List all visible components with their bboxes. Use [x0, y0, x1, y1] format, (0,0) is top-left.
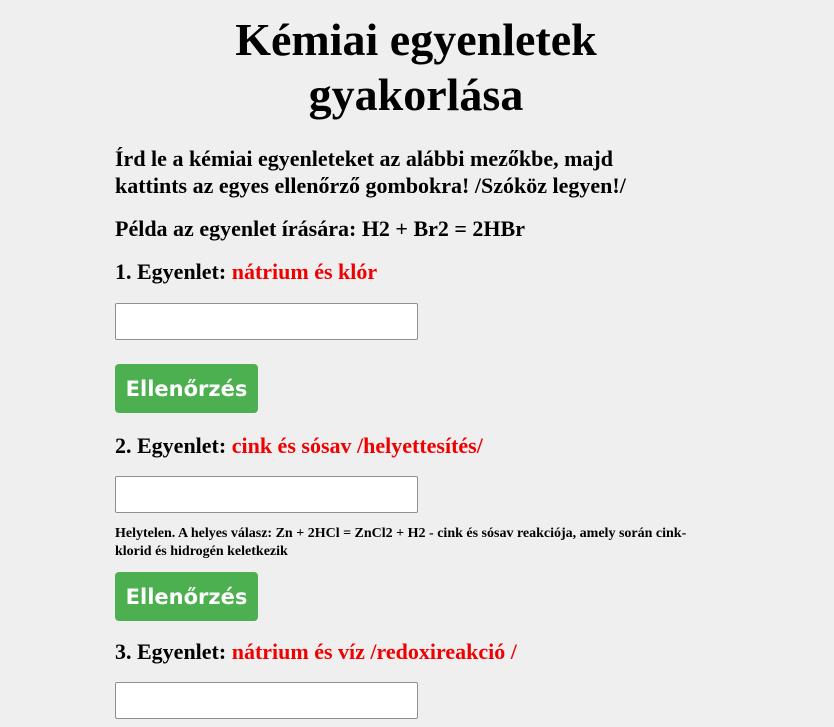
equation-1-topic: nátrium és klór: [231, 259, 378, 284]
page-title-line-1: Kémiai egyenletek: [235, 14, 597, 65]
equation-2-feedback: Helytelen. A helyes válasz: Zn + 2HCl = ZnCl2 + H2 - cink és sósav reakciója, amely során cink-klorid és hidrogén keletkezik: [115, 526, 687, 559]
equation-3-number: 3. Egyenlet:: [115, 639, 227, 664]
equation-1-check-button[interactable]: Ellenőrzés: [115, 364, 258, 413]
instruction-text: Írd le a kémiai egyenleteket az alábbi mezőkbe, majd kattints az egyes ellenőrző gombokra! /Szóköz legyen!/: [115, 146, 626, 198]
equation-3-topic: nátrium és víz /redoxireakció /: [231, 639, 517, 664]
equation-3: [115, 638, 715, 719]
equation-1-input[interactable]: [115, 303, 418, 340]
equation-2-label: [115, 432, 715, 459]
equation-1-label: [115, 258, 715, 285]
equation-2-check-button[interactable]: Ellenőrzés: [115, 572, 258, 621]
equation-1-number: 1. Egyenlet:: [115, 259, 227, 284]
example-text: Példa az egyenlet írására: H2 + Br2 = 2HBr: [115, 216, 525, 241]
equation-3-input[interactable]: [115, 682, 418, 719]
main-content: [115, 145, 715, 719]
page-title-line-2: gyakorlása: [308, 69, 524, 120]
equation-3-label: [115, 638, 715, 665]
equation-2-number: 2. Egyenlet:: [115, 433, 227, 458]
equation-1: [115, 258, 715, 413]
equation-2: [115, 432, 715, 621]
equation-2-topic: cink és sósav /helyettesítés/: [231, 433, 483, 458]
page-title: [0, 12, 832, 122]
equation-2-input[interactable]: [115, 476, 418, 513]
